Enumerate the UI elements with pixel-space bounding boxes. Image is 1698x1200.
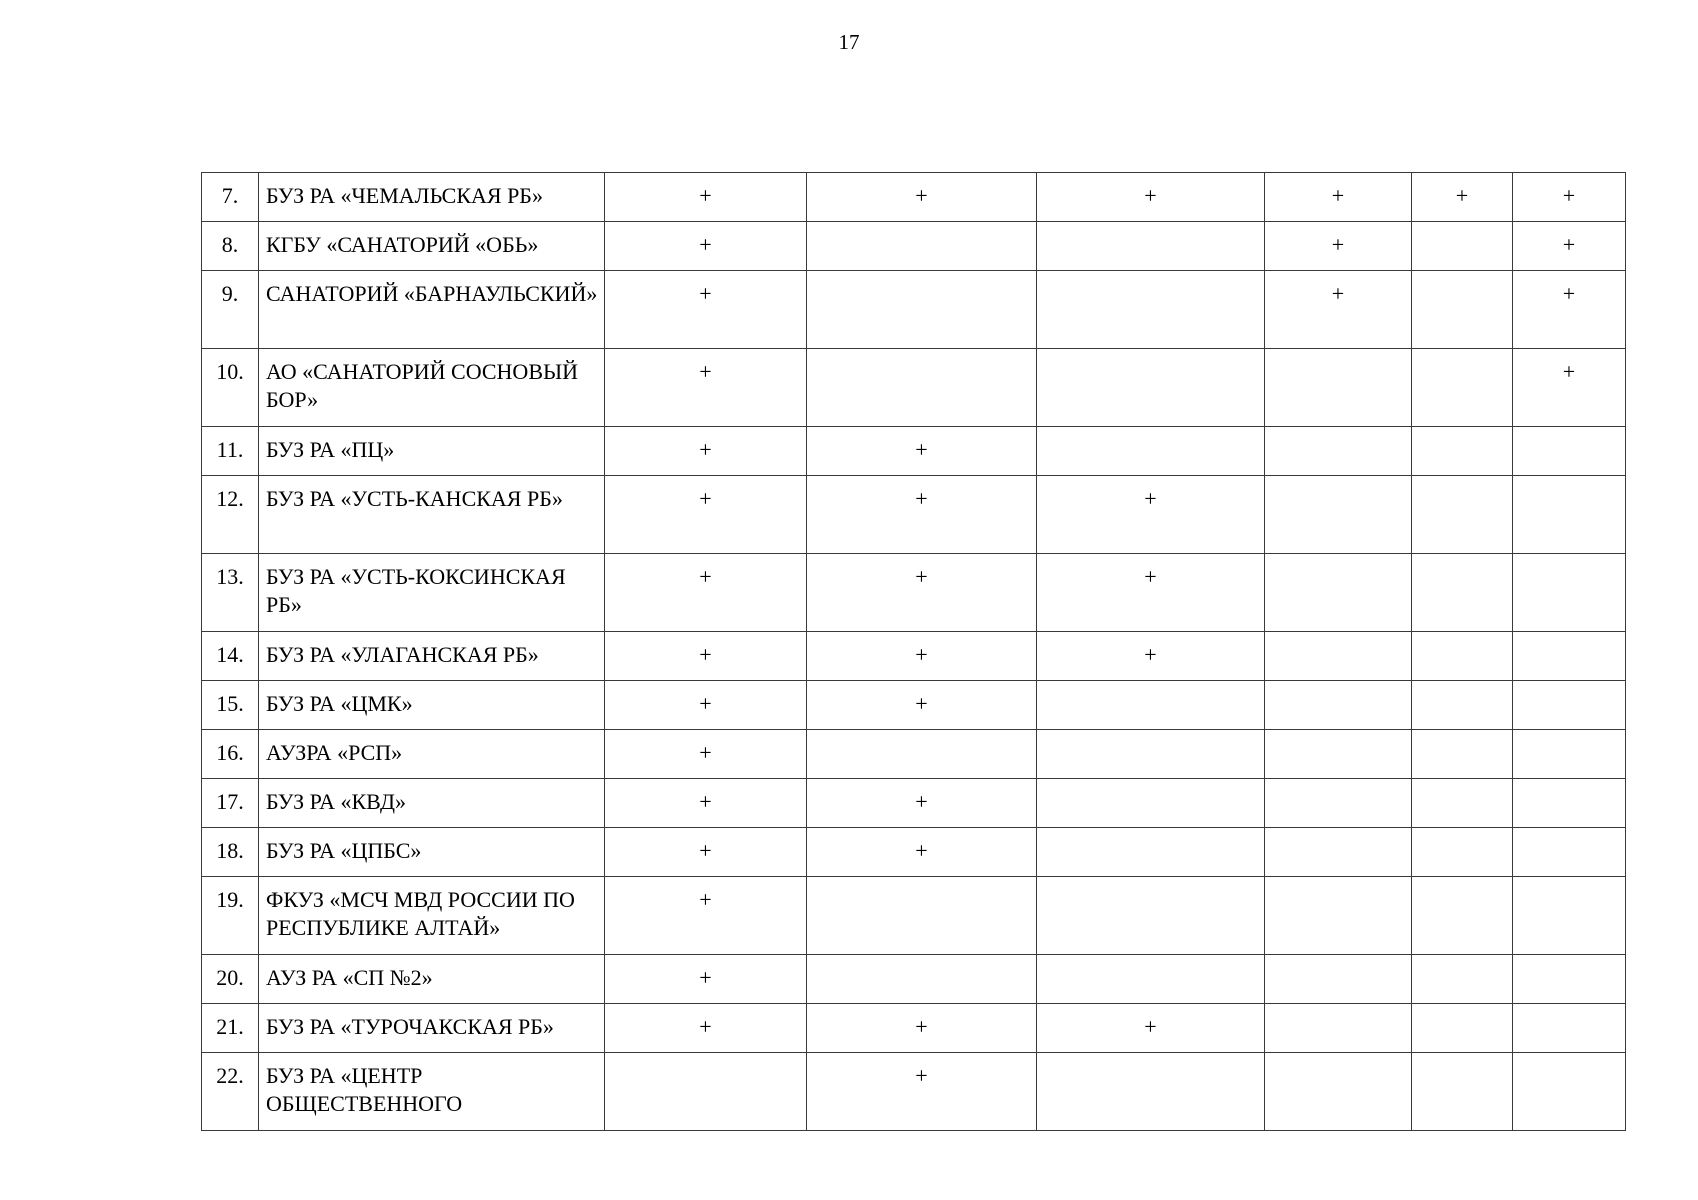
mark-cell bbox=[1265, 632, 1412, 681]
mark-cell bbox=[1265, 877, 1412, 955]
row-number: 22. bbox=[202, 1053, 259, 1131]
mark-cell: + bbox=[605, 1004, 807, 1053]
mark-cell: + bbox=[807, 1053, 1037, 1131]
row-number: 9. bbox=[202, 271, 259, 349]
mark-cell bbox=[1412, 877, 1513, 955]
table-row bbox=[202, 1004, 1626, 1053]
mark-cell: + bbox=[1513, 173, 1626, 222]
mark-cell bbox=[1513, 955, 1626, 1004]
mark-cell bbox=[1265, 779, 1412, 828]
institution-name: БУЗ РА «УСТЬ-КОКСИНСКАЯ РБ» bbox=[259, 554, 605, 632]
table-body bbox=[202, 173, 1626, 1131]
mark-cell bbox=[1412, 222, 1513, 271]
mark-cell: + bbox=[1513, 349, 1626, 427]
mark-cell bbox=[1265, 476, 1412, 554]
institution-name: БУЗ РА «ПЦ» bbox=[259, 427, 605, 476]
mark-cell bbox=[1265, 828, 1412, 877]
row-number: 8. bbox=[202, 222, 259, 271]
institution-name: БУЗ РА «УСТЬ-КАНСКАЯ РБ» bbox=[259, 476, 605, 554]
mark-cell bbox=[1513, 1004, 1626, 1053]
table-row bbox=[202, 877, 1626, 955]
institution-name: АО «САНАТОРИЙ СОСНОВЫЙ БОР» bbox=[259, 349, 605, 427]
institution-name: БУЗ РА «ЦПБС» bbox=[259, 828, 605, 877]
mark-cell bbox=[1412, 955, 1513, 1004]
table-row bbox=[202, 632, 1626, 681]
mark-cell: + bbox=[1265, 271, 1412, 349]
mark-cell bbox=[1513, 730, 1626, 779]
mark-cell bbox=[1412, 271, 1513, 349]
mark-cell: + bbox=[605, 730, 807, 779]
table-row bbox=[202, 681, 1626, 730]
mark-cell bbox=[1412, 828, 1513, 877]
row-number: 16. bbox=[202, 730, 259, 779]
mark-cell: + bbox=[1037, 173, 1265, 222]
row-number: 19. bbox=[202, 877, 259, 955]
table-row bbox=[202, 779, 1626, 828]
mark-cell bbox=[1513, 1053, 1626, 1131]
mark-cell bbox=[807, 955, 1037, 1004]
institution-name: АУЗРА «РСП» bbox=[259, 730, 605, 779]
mark-cell bbox=[807, 271, 1037, 349]
mark-cell bbox=[1265, 681, 1412, 730]
row-number: 11. bbox=[202, 427, 259, 476]
table-row bbox=[202, 730, 1626, 779]
mark-cell: + bbox=[1037, 554, 1265, 632]
mark-cell bbox=[1265, 427, 1412, 476]
table-row bbox=[202, 955, 1626, 1004]
mark-cell bbox=[1513, 427, 1626, 476]
page-number: 17 bbox=[838, 30, 860, 54]
mark-cell bbox=[807, 349, 1037, 427]
mark-cell: + bbox=[605, 681, 807, 730]
mark-cell: + bbox=[1513, 222, 1626, 271]
mark-cell: + bbox=[605, 349, 807, 427]
mark-cell: + bbox=[605, 554, 807, 632]
mark-cell bbox=[1265, 349, 1412, 427]
mark-cell: + bbox=[1265, 222, 1412, 271]
mark-cell bbox=[1037, 681, 1265, 730]
mark-cell bbox=[1412, 554, 1513, 632]
row-number: 18. bbox=[202, 828, 259, 877]
mark-cell: + bbox=[605, 173, 807, 222]
mark-cell: + bbox=[807, 476, 1037, 554]
mark-cell bbox=[1412, 1004, 1513, 1053]
row-number: 17. bbox=[202, 779, 259, 828]
row-number: 13. bbox=[202, 554, 259, 632]
table-row bbox=[202, 476, 1626, 554]
table-row bbox=[202, 349, 1626, 427]
row-number: 20. bbox=[202, 955, 259, 1004]
mark-cell bbox=[1412, 349, 1513, 427]
table-row bbox=[202, 828, 1626, 877]
institution-name: БУЗ РА «ЦЕНТР ОБЩЕСТВЕННОГО bbox=[259, 1053, 605, 1131]
institution-name: ФКУЗ «МСЧ МВД РОССИИ ПО РЕСПУБЛИКЕ АЛТАЙ» bbox=[259, 877, 605, 955]
mark-cell: + bbox=[807, 632, 1037, 681]
mark-cell: + bbox=[605, 877, 807, 955]
mark-cell bbox=[1037, 427, 1265, 476]
mark-cell bbox=[1412, 730, 1513, 779]
table-row bbox=[202, 427, 1626, 476]
mark-cell: + bbox=[1412, 173, 1513, 222]
mark-cell bbox=[605, 1053, 807, 1131]
row-number: 14. bbox=[202, 632, 259, 681]
mark-cell bbox=[1037, 271, 1265, 349]
mark-cell bbox=[1412, 681, 1513, 730]
table-row bbox=[202, 554, 1626, 632]
mark-cell bbox=[1513, 476, 1626, 554]
table-row bbox=[202, 173, 1626, 222]
mark-cell bbox=[1037, 955, 1265, 1004]
mark-cell bbox=[1037, 222, 1265, 271]
mark-cell bbox=[1037, 349, 1265, 427]
mark-cell: + bbox=[605, 779, 807, 828]
mark-cell bbox=[1037, 779, 1265, 828]
mark-cell bbox=[1265, 1004, 1412, 1053]
row-number: 12. bbox=[202, 476, 259, 554]
institution-name: АУЗ РА «СП №2» bbox=[259, 955, 605, 1004]
mark-cell: + bbox=[807, 173, 1037, 222]
mark-cell bbox=[1037, 730, 1265, 779]
institution-name: БУЗ РА «ТУРОЧАКСКАЯ РБ» bbox=[259, 1004, 605, 1053]
mark-cell: + bbox=[807, 779, 1037, 828]
mark-cell bbox=[1513, 681, 1626, 730]
mark-cell: + bbox=[605, 476, 807, 554]
mark-cell: + bbox=[807, 554, 1037, 632]
mark-cell: + bbox=[807, 828, 1037, 877]
mark-cell: + bbox=[1513, 271, 1626, 349]
mark-cell bbox=[807, 222, 1037, 271]
mark-cell: + bbox=[605, 271, 807, 349]
row-number: 7. bbox=[202, 173, 259, 222]
mark-cell: + bbox=[1037, 632, 1265, 681]
row-number: 21. bbox=[202, 1004, 259, 1053]
table-row bbox=[202, 222, 1626, 271]
institution-name: САНАТОРИЙ «БАРНАУЛЬСКИЙ» bbox=[259, 271, 605, 349]
mark-cell: + bbox=[1037, 1004, 1265, 1053]
mark-cell: + bbox=[605, 828, 807, 877]
mark-cell: + bbox=[605, 427, 807, 476]
mark-cell bbox=[1265, 1053, 1412, 1131]
table-row bbox=[202, 1053, 1626, 1131]
mark-cell bbox=[1265, 554, 1412, 632]
mark-cell: + bbox=[605, 222, 807, 271]
mark-cell bbox=[1412, 779, 1513, 828]
mark-cell: + bbox=[605, 632, 807, 681]
mark-cell: + bbox=[605, 955, 807, 1004]
mark-cell: + bbox=[1265, 173, 1412, 222]
mark-cell bbox=[1513, 828, 1626, 877]
mark-cell: + bbox=[1037, 476, 1265, 554]
mark-cell bbox=[1412, 427, 1513, 476]
institution-name: КГБУ «САНАТОРИЙ «ОБЬ» bbox=[259, 222, 605, 271]
institution-name: БУЗ РА «ЧЕМАЛЬСКАЯ РБ» bbox=[259, 173, 605, 222]
mark-cell bbox=[1265, 955, 1412, 1004]
institution-name: БУЗ РА «УЛАГАНСКАЯ РБ» bbox=[259, 632, 605, 681]
mark-cell bbox=[1412, 632, 1513, 681]
mark-cell bbox=[1513, 632, 1626, 681]
institution-name: БУЗ РА «ЦМК» bbox=[259, 681, 605, 730]
mark-cell bbox=[1513, 554, 1626, 632]
mark-cell bbox=[1037, 1053, 1265, 1131]
mark-cell bbox=[1513, 779, 1626, 828]
mark-cell bbox=[807, 730, 1037, 779]
mark-cell bbox=[1037, 828, 1265, 877]
mark-cell: + bbox=[807, 681, 1037, 730]
institutions-table bbox=[201, 172, 1626, 1131]
mark-cell: + bbox=[807, 1004, 1037, 1053]
mark-cell bbox=[1412, 476, 1513, 554]
mark-cell bbox=[1037, 877, 1265, 955]
mark-cell bbox=[1412, 1053, 1513, 1131]
mark-cell bbox=[1265, 730, 1412, 779]
mark-cell bbox=[807, 877, 1037, 955]
row-number: 15. bbox=[202, 681, 259, 730]
mark-cell bbox=[1513, 877, 1626, 955]
institution-name: БУЗ РА «КВД» bbox=[259, 779, 605, 828]
table-row bbox=[202, 271, 1626, 349]
mark-cell: + bbox=[807, 427, 1037, 476]
row-number: 10. bbox=[202, 349, 259, 427]
